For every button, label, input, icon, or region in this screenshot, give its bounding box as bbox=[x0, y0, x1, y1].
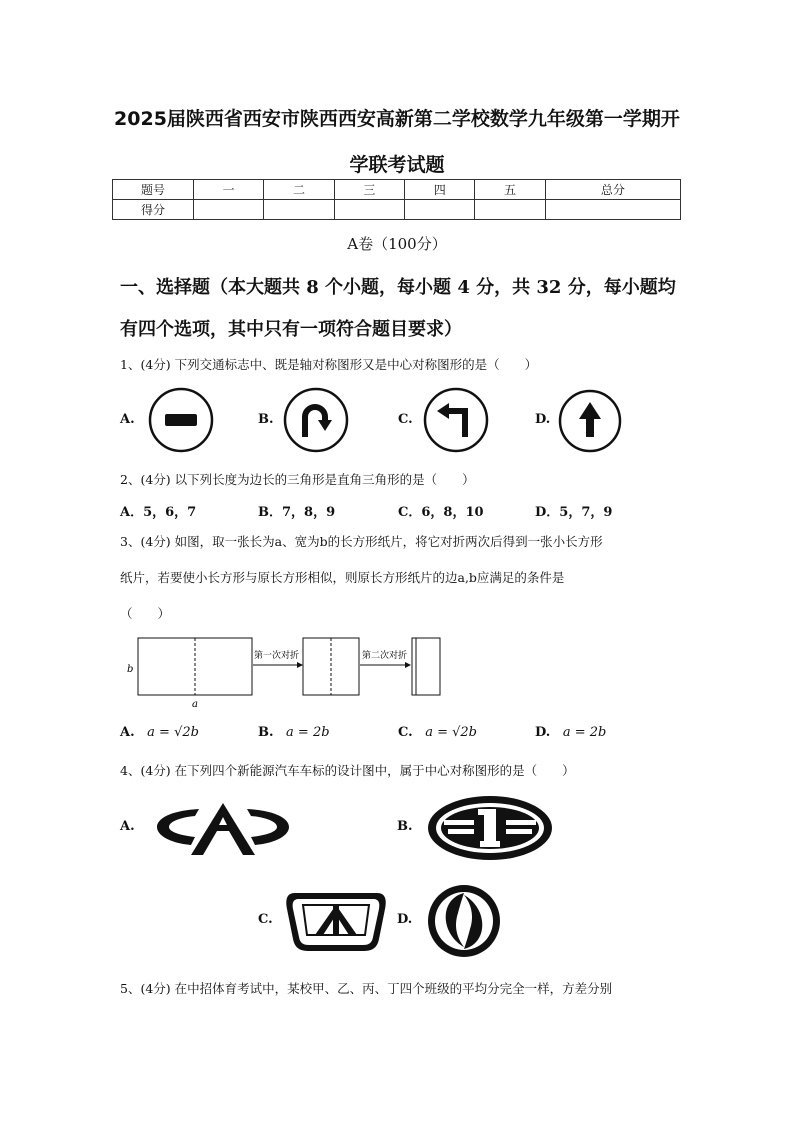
q3-option-b[interactable] bbox=[258, 725, 330, 740]
q1-option-c-label: C. bbox=[398, 412, 413, 427]
score-input-cell[interactable] bbox=[334, 200, 404, 220]
score-input-cell[interactable] bbox=[194, 200, 264, 220]
question-3-line-2: 纸片，若要使小长方形与原长方形相似，则原长方形纸片的边a,b应满足的条件是 bbox=[120, 570, 565, 585]
q4-option-b-label: B. bbox=[397, 819, 413, 834]
table-cell: 三 bbox=[334, 180, 404, 200]
q2-option-d[interactable]: D．5，7，9 bbox=[535, 505, 613, 520]
option-label: C. bbox=[398, 725, 413, 740]
u-turn-sign-icon[interactable] bbox=[283, 387, 349, 453]
turn-left-sign-icon[interactable] bbox=[423, 387, 489, 453]
question-2-text: 2、(4分) 以下列长度为边长的三角形是直角三角形的是（ ） bbox=[120, 472, 475, 487]
option-expression: a = 2b bbox=[286, 725, 330, 740]
question-1-text: 1、(4分) 下列交通标志中、既是轴对称图形又是中心对称图形的是（ ） bbox=[120, 357, 538, 372]
question-4-text: 4、(4分) 在下列四个新能源汽车车标的设计图中，属于中心对称图形的是（ ） bbox=[120, 763, 575, 778]
second-fold-label: 第二次对折 bbox=[362, 651, 408, 661]
option-label: B. bbox=[258, 725, 274, 740]
side-b-label: b bbox=[127, 664, 134, 675]
option-expression: a = √2b bbox=[147, 725, 199, 740]
q4-option-d-label: D. bbox=[397, 912, 413, 927]
q4-option-a-label: A. bbox=[120, 819, 135, 834]
title-line-1: 2025届陕西省西安市陕西西安高新第二学校数学九年级第一学期开 bbox=[114, 108, 680, 130]
question-3-line-3: （ ） bbox=[120, 606, 171, 621]
half-rectangle bbox=[303, 638, 359, 695]
q1-option-d-label: D. bbox=[535, 412, 551, 427]
score-input-cell[interactable] bbox=[264, 200, 334, 220]
faw-logo-icon[interactable] bbox=[426, 794, 554, 862]
bjev-logo-icon[interactable] bbox=[283, 887, 389, 955]
side-a-label: a bbox=[192, 699, 198, 710]
q2-option-a[interactable]: A．5，6，7 bbox=[120, 505, 197, 520]
table-row bbox=[113, 200, 681, 220]
table-cell: 题号 bbox=[113, 180, 194, 200]
dongfeng-logo-icon[interactable] bbox=[426, 883, 502, 959]
first-fold-label: 第一次对折 bbox=[254, 651, 300, 661]
option-label: D. bbox=[535, 725, 551, 740]
option-label: A. bbox=[120, 725, 135, 740]
q2-option-c[interactable]: C．6，8，10 bbox=[398, 505, 484, 520]
table-cell: 得分 bbox=[113, 200, 194, 220]
table-row bbox=[113, 180, 681, 200]
q3-option-c[interactable] bbox=[398, 725, 477, 740]
q1-option-b-label: B. bbox=[258, 412, 274, 427]
section-heading-line-1: 一、选择题（本大题共 8 个小题，每小题 4 分，共 32 分，每小题均 bbox=[120, 277, 676, 298]
question-5-text: 5、(4分) 在中招体育考试中，某校甲、乙、丙、丁四个班级的平均分完全一样，方差分别 bbox=[120, 981, 613, 996]
score-table bbox=[112, 179, 681, 220]
score-input-cell[interactable] bbox=[545, 200, 680, 220]
section-heading-line-2: 有四个选项，其中只有一项符合题目要求） bbox=[120, 319, 462, 340]
straight-ahead-sign-icon[interactable] bbox=[558, 389, 622, 453]
no-entry-sign-icon[interactable] bbox=[148, 387, 214, 453]
table-cell: 五 bbox=[475, 180, 545, 200]
table-cell: 总分 bbox=[545, 180, 680, 200]
table-cell: 四 bbox=[405, 180, 475, 200]
q2-option-b[interactable]: B．7，8，9 bbox=[258, 505, 336, 520]
option-expression: a = √2b bbox=[425, 725, 477, 740]
q1-option-a-label: A. bbox=[120, 412, 135, 427]
table-cell: 一 bbox=[194, 180, 264, 200]
score-input-cell[interactable] bbox=[405, 200, 475, 220]
title-line-2: 学联考试题 bbox=[349, 154, 445, 176]
folding-diagram bbox=[122, 632, 452, 712]
original-rectangle bbox=[138, 638, 252, 695]
q4-option-c-label: C. bbox=[258, 912, 273, 927]
question-3-line-1: 3、(4分) 如图，取一张长为a、宽为b的长方形纸片，将它对折两次后得到一张小长方形 bbox=[120, 534, 603, 549]
chery-logo-icon[interactable] bbox=[155, 799, 291, 857]
q3-option-a[interactable] bbox=[120, 725, 199, 740]
table-cell: 二 bbox=[264, 180, 334, 200]
q3-option-d[interactable] bbox=[535, 725, 606, 740]
score-input-cell[interactable] bbox=[475, 200, 545, 220]
option-expression: a = 2b bbox=[562, 725, 607, 740]
volume-heading: A卷（100分） bbox=[347, 235, 447, 253]
